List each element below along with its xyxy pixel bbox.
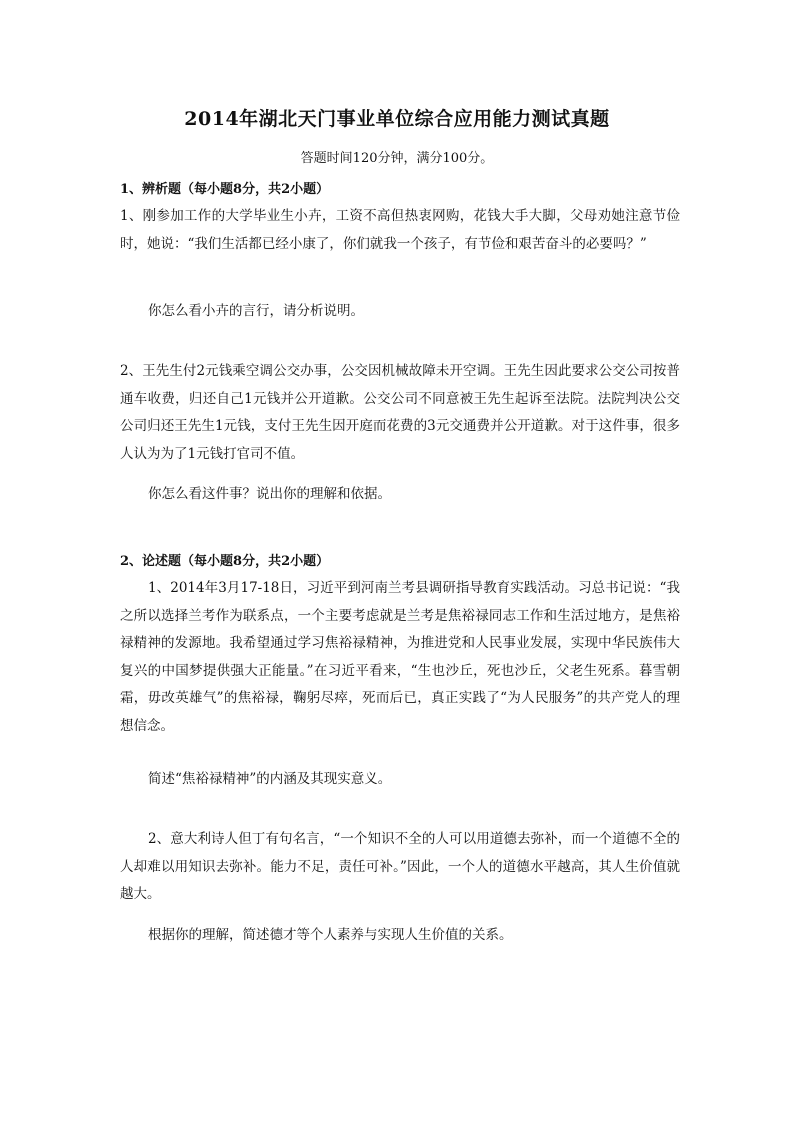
exam-info: 答题时间120分钟，满分100分。	[300, 151, 494, 166]
section-heading-essay: 2、论述题（每小题8分，共2小题）	[120, 554, 330, 569]
question-text: 1、刚参加工作的大学毕业生小卉，工资不高但热衷网购，花钱大手大脚，父母劝她注意节俭时，她说：“我们生活都已经小康了，你们就我一个孩子，有节俭和艰苦奋斗的必要吗？”	[120, 208, 680, 252]
question-text: 2、王先生付2元钱乘空调公交办事，公交因机械故障未开空调。王先生因此要求公交公司按普通车收费，归还自己1元钱并公开道歉。公交公司不同意被王先生起诉至法院。法院判决公交公司归还王先生1元钱，支付王先生因开庭而花费的3元交通费并公开道歉。对于这件事，很多人认为为了1元钱打官司不值。	[120, 363, 680, 462]
question-prompt: 根据你的理解，简述德才等个人素养与实现人生价值的关系。	[148, 927, 513, 943]
question-prompt: 你怎么看这件事？说出你的理解和依据。	[148, 486, 391, 502]
question-text: 2、意大利诗人但丁有句名言，“一个知识不全的人可以用道德去弥补，而一个道德不全的人却难以用知识去弥补。能力不足，责任可补。”因此，一个人的道德水平越高，其人生价值就越大。	[120, 831, 680, 902]
section-heading-analysis: 1、辨析题（每小题8分，共2小题）	[120, 182, 330, 197]
question-text: 1、2014年3月17-18日，习近平到河南兰考县调研指导教育实践活动。习总书记说：“我之所以选择兰考作为联系点，一个主要考虑就是兰考是焦裕禄同志工作和生活过地方，是焦裕禄精神的发源地。我希望通过学习焦裕禄精神，为推进党和人民事业发展，实现中华民族伟大复兴的中国梦提供强大正能量。”在习近平看来，“生也沙丘，死也沙丘，父老生死系。暮雪朝霜，毋改英雄气”的焦裕禄，鞠躬尽瘁，死而后已，真正实践了“为人民服务”的共产党人的理想信念。	[120, 580, 680, 734]
question-prompt: 简述“焦裕禄精神”的内涵及其现实意义。	[148, 771, 392, 787]
question-prompt: 你怎么看小卉的言行，请分析说明。	[148, 303, 364, 319]
page-title: 2014年湖北天门事业单位综合应用能力测试真题	[184, 108, 610, 130]
